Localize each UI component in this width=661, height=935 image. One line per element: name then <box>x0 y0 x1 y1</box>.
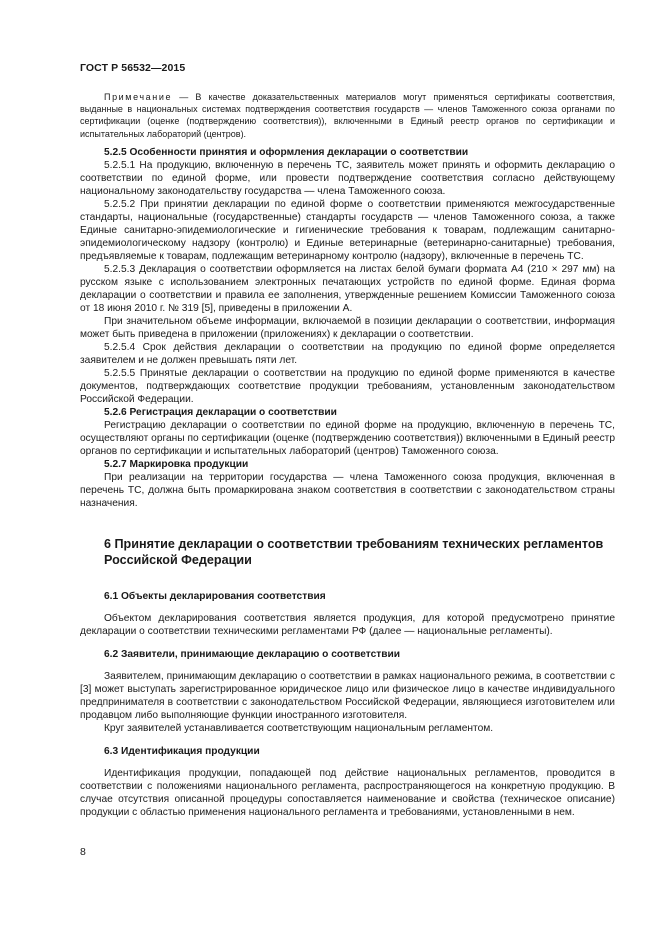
heading-5-2-6: 5.2.6 Регистрация декларации о соответствии <box>104 406 337 418</box>
paragraph-5-2-5-4: 5.2.5.4 Срок действия декларации о соответствии на продукцию по единой форме определяется заявителем и не должен превышать пяти лет. <box>80 341 615 366</box>
note-text: — В качестве доказательственных материалов могут применяться сертификаты соответствия, выданные в национальных системах подтверждения соответствия государств — членов Таможенного союза органами по сертификации (оценке (подтверждению соответствия)), включенными в Единый реестр органов по сертификации и испытательных лабораторий (центров). <box>80 92 615 139</box>
paragraph-large-volume: При значительном объеме информации, включаемой в позиции декларации о соответствии, информация может быть приведена в приложении (приложениях) к декларации о соответствии. <box>80 315 615 340</box>
heading-6-2: 6.2 Заявители, принимающие декларацию о соответствии <box>104 648 401 660</box>
paragraph-6-3: Идентификация продукции, попадающей под действие национальных регламентов, проводится в соответствии с положениями национального регламента, распространяющегося на конкретную продукцию. В случае отсутствия описанной процедуры сопоставляется наименование и свойства (техническое описание) продукции с областью применения национального регламента и требованиями, установленными в нем. <box>80 767 615 818</box>
heading-6-1: 6.1 Объекты декларирования соответствия <box>104 590 326 602</box>
heading-5-2-5: 5.2.5 Особенности принятия и оформления декларации о соответствии <box>104 146 469 158</box>
document-header: ГОСТ Р 56532—2015 <box>80 62 186 74</box>
section-6-title: 6 Принятие декларации о соответствии требованиям технических регламентов Российской Федерации <box>104 536 604 567</box>
paragraph-6-2-circle: Круг заявителей устанавливается соответствующим национальным регламентом. <box>104 722 494 734</box>
page-number: 8 <box>80 846 86 858</box>
note-paragraph <box>80 91 615 140</box>
paragraph-6-2-applicant: Заявителем, принимающим декларацию о соответствии в рамках национального режима, в соответствии с [3] может выступать зарегистрированное юридическое лицо или физическое лицо в качестве индивидуального предпринимателя в соответствии с законодательством Российской Федерации, являющиеся изготовителем или продавцом либо выполняющие функции иностранного изготовителя. <box>80 670 615 721</box>
paragraph-registration: Регистрацию декларации о соответствии по единой форме на продукцию, включенную в перечень ТС, осуществляют органы по сертификации (оценке (подтверждению соответствия)) включенными в Единый реестр органов по сертификации и испытательных лабораторий (центров) Таможенного союза. <box>80 419 615 457</box>
heading-6-3: 6.3 Идентификация продукции <box>104 745 260 757</box>
paragraph-5-2-5-5: 5.2.5.5 Принятые декларации о соответствии на продукцию по единой форме применяются в качестве документов, подтверждающих соответствие продукции требованиям, установленным законодательством Российской Федерации. <box>80 367 615 405</box>
note-label: Примечание <box>104 92 173 102</box>
paragraph-5-2-5-3: 5.2.5.3 Декларация о соответствии оформляется на листах белой бумаги формата А4 (210 × 297 мм) на русском языке с использованием электронных печатающих устройств по единой форме. Единая форма декларации о соответствии и правила ее заполнения, утвержденные решением Комиссии Таможенного союза от 18 июня 2010 г. № 319 [5], приведены в приложении А. <box>80 263 615 314</box>
paragraph-5-2-5-2: 5.2.5.2 При принятии декларации по единой форме о соответствии применяются межгосударственные стандарты, национальные (государственные) стандарты государств — членов Таможенного союза, а также Единые санитарно-эпидемиологические и гигиенические требования к товарам, подлежащим санитарно-эпидемиологическому надзору (контролю) и Единые ветеринарные (ветеринарно-санитарные) требования, предъявляемые к товарам, подлежащим ветеринарному контролю (надзору), включенные в перечень ТС. <box>80 198 615 262</box>
heading-5-2-7: 5.2.7 Маркировка продукции <box>104 458 249 470</box>
paragraph-marking: При реализации на территории государства — члена Таможенного союза продукция, включенная в перечень ТС, должна быть промаркирована знаком соответствия в соответствии с законодательством страны назначения. <box>80 471 615 509</box>
page-content <box>80 91 615 819</box>
paragraph-5-2-5-1: 5.2.5.1 На продукцию, включенную в перечень ТС, заявитель может принять и оформить декларацию о соответствии по единой форме, или провести подтверждение соответствия согласно действующему национальному законодательству государства — члена Таможенного союза. <box>80 159 615 197</box>
paragraph-6-1: Объектом декларирования соответствия является продукция, для которой предусмотрено принятие декларации о соответствии техническими регламентами РФ (далее — национальные регламенты). <box>80 612 615 637</box>
